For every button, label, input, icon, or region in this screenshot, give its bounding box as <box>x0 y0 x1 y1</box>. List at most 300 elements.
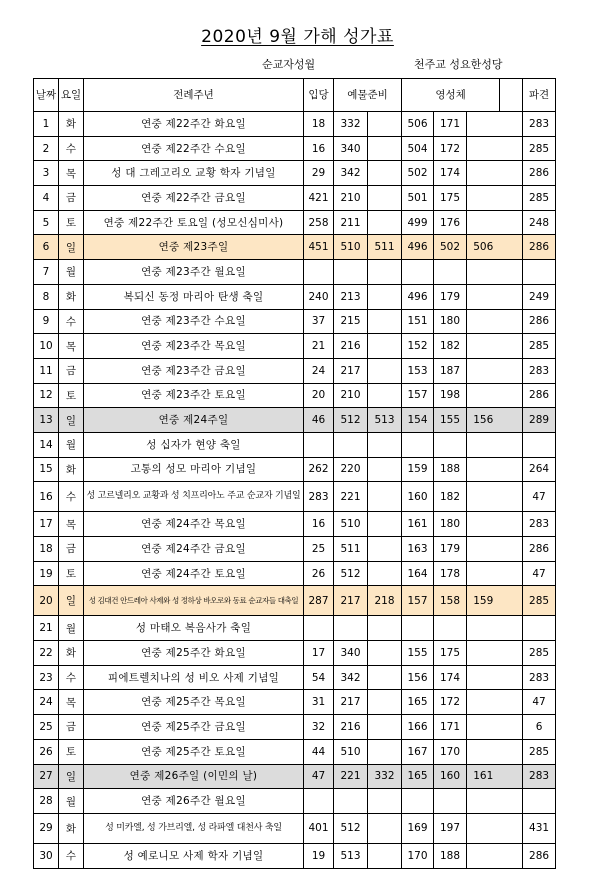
cell-communion-3 <box>467 334 500 359</box>
table-row <box>34 334 556 359</box>
cell-offertory-1: 510 <box>334 739 368 764</box>
cell-communion-3 <box>467 161 500 186</box>
cell-day: 29 <box>34 813 59 843</box>
cell-communion-1: 504 <box>402 136 434 161</box>
cell-liturgy-name: 연중 제23주일 <box>84 235 304 260</box>
cell-entrance: 21 <box>304 334 334 359</box>
cell-communion-3 <box>467 358 500 383</box>
cell-spacer <box>500 408 523 433</box>
table-row <box>34 813 556 843</box>
cell-communion-3 <box>467 210 500 235</box>
cell-communion-1: 166 <box>402 715 434 740</box>
cell-communion-3 <box>467 665 500 690</box>
cell-liturgy-name: 연중 제22주간 금요일 <box>84 186 304 211</box>
cell-communion-3: 156 <box>467 408 500 433</box>
cell-communion-1: 160 <box>402 482 434 512</box>
cell-offertory-1: 512 <box>334 561 368 586</box>
cell-communion-2: 179 <box>434 284 467 309</box>
cell-liturgy-name: 연중 제23주간 토요일 <box>84 383 304 408</box>
cell-communion-1: 499 <box>402 210 434 235</box>
cell-spacer <box>500 334 523 359</box>
cell-day: 13 <box>34 408 59 433</box>
cell-weekday: 금 <box>59 186 84 211</box>
subtitle-parish: 천주교 성요한성당 <box>414 58 503 71</box>
cell-spacer <box>500 537 523 562</box>
cell-communion-1: 154 <box>402 408 434 433</box>
cell-offertory-2 <box>368 813 402 843</box>
cell-communion-3 <box>467 309 500 334</box>
cell-offertory-1: 340 <box>334 136 368 161</box>
cell-weekday: 화 <box>59 284 84 309</box>
cell-offertory-1: 216 <box>334 334 368 359</box>
cell-entrance: 451 <box>304 235 334 260</box>
cell-communion-2: 176 <box>434 210 467 235</box>
cell-liturgy-name: 연중 제23주간 수요일 <box>84 309 304 334</box>
cell-liturgy-name: 고통의 성모 마리아 기념일 <box>84 457 304 482</box>
cell-communion-3 <box>467 383 500 408</box>
cell-entrance: 54 <box>304 665 334 690</box>
cell-offertory-1: 217 <box>334 358 368 383</box>
cell-weekday: 수 <box>59 843 84 868</box>
hymn-schedule-table <box>33 78 556 869</box>
cell-offertory-2 <box>368 616 402 641</box>
cell-communion-3 <box>467 715 500 740</box>
cell-communion-3 <box>467 561 500 586</box>
table-row <box>34 383 556 408</box>
table-row <box>34 715 556 740</box>
table-row <box>34 186 556 211</box>
cell-weekday: 수 <box>59 482 84 512</box>
cell-day: 17 <box>34 512 59 537</box>
table-row <box>34 561 556 586</box>
cell-communion-2: 171 <box>434 112 467 137</box>
cell-communion-3 <box>467 690 500 715</box>
cell-dismissal <box>523 789 556 814</box>
cell-spacer <box>500 690 523 715</box>
cell-entrance: 17 <box>304 641 334 666</box>
cell-weekday: 토 <box>59 561 84 586</box>
cell-entrance: 24 <box>304 358 334 383</box>
cell-dismissal <box>523 432 556 457</box>
cell-spacer <box>500 112 523 137</box>
cell-spacer <box>500 665 523 690</box>
cell-offertory-2 <box>368 260 402 285</box>
table-row <box>34 457 556 482</box>
cell-weekday: 월 <box>59 616 84 641</box>
cell-communion-3 <box>467 432 500 457</box>
table-body <box>34 112 556 869</box>
cell-offertory-1: 221 <box>334 482 368 512</box>
cell-dismissal: 249 <box>523 284 556 309</box>
cell-spacer <box>500 186 523 211</box>
cell-offertory-1 <box>334 789 368 814</box>
cell-offertory-1: 510 <box>334 512 368 537</box>
cell-weekday: 목 <box>59 512 84 537</box>
cell-offertory-2 <box>368 309 402 334</box>
cell-liturgy-name: 성 십자가 현양 축일 <box>84 432 304 457</box>
cell-communion-3 <box>467 739 500 764</box>
cell-dismissal: 6 <box>523 715 556 740</box>
cell-weekday: 월 <box>59 789 84 814</box>
cell-communion-1: 159 <box>402 457 434 482</box>
cell-dismissal: 286 <box>523 161 556 186</box>
cell-communion-1: 152 <box>402 334 434 359</box>
cell-communion-2: 180 <box>434 309 467 334</box>
cell-offertory-2 <box>368 112 402 137</box>
cell-communion-2: 155 <box>434 408 467 433</box>
cell-communion-1: 156 <box>402 665 434 690</box>
cell-liturgy-name: 연중 제25주간 토요일 <box>84 739 304 764</box>
cell-communion-2: 197 <box>434 813 467 843</box>
cell-liturgy-name: 연중 제26주일 (이민의 날) <box>84 764 304 789</box>
table-row <box>34 309 556 334</box>
cell-dismissal: 285 <box>523 586 556 616</box>
cell-offertory-2: 218 <box>368 586 402 616</box>
header-dismissal: 파견 <box>523 79 556 112</box>
header-entrance: 입당 <box>304 79 334 112</box>
cell-offertory-1: 513 <box>334 843 368 868</box>
cell-weekday: 월 <box>59 432 84 457</box>
cell-communion-3 <box>467 136 500 161</box>
table-row <box>34 482 556 512</box>
cell-offertory-2 <box>368 210 402 235</box>
cell-liturgy-name: 연중 제25주간 금요일 <box>84 715 304 740</box>
cell-offertory-1 <box>334 260 368 285</box>
cell-offertory-1: 342 <box>334 161 368 186</box>
cell-liturgy-name: 연중 제23주간 금요일 <box>84 358 304 383</box>
cell-communion-3: 506 <box>467 235 500 260</box>
cell-entrance: 20 <box>304 383 334 408</box>
cell-communion-1: 157 <box>402 586 434 616</box>
cell-weekday: 일 <box>59 408 84 433</box>
cell-offertory-1: 215 <box>334 309 368 334</box>
cell-dismissal: 286 <box>523 309 556 334</box>
cell-spacer <box>500 383 523 408</box>
cell-communion-3 <box>467 537 500 562</box>
cell-day: 1 <box>34 112 59 137</box>
table-row <box>34 136 556 161</box>
cell-offertory-2 <box>368 186 402 211</box>
header-communion: 영성체 <box>402 79 500 112</box>
cell-weekday: 화 <box>59 457 84 482</box>
table-row <box>34 235 556 260</box>
cell-weekday: 일 <box>59 235 84 260</box>
cell-entrance: 26 <box>304 561 334 586</box>
cell-communion-3 <box>467 813 500 843</box>
header-offertory: 예물준비 <box>334 79 402 112</box>
cell-spacer <box>500 764 523 789</box>
cell-weekday: 수 <box>59 665 84 690</box>
cell-liturgy-name: 연중 제22주간 토요일 (성모신심미사) <box>84 210 304 235</box>
table-row <box>34 161 556 186</box>
subtitle-month-theme: 순교자성월 <box>262 58 316 71</box>
cell-offertory-2 <box>368 284 402 309</box>
cell-entrance <box>304 260 334 285</box>
cell-offertory-2 <box>368 512 402 537</box>
cell-offertory-2 <box>368 537 402 562</box>
cell-liturgy-name: 복되신 동정 마리아 탄생 축일 <box>84 284 304 309</box>
cell-communion-2: 175 <box>434 641 467 666</box>
cell-dismissal: 47 <box>523 482 556 512</box>
cell-day: 19 <box>34 561 59 586</box>
cell-communion-2 <box>434 789 467 814</box>
cell-weekday: 화 <box>59 641 84 666</box>
cell-liturgy-name: 연중 제22주간 수요일 <box>84 136 304 161</box>
cell-spacer <box>500 309 523 334</box>
cell-communion-1: 153 <box>402 358 434 383</box>
cell-day: 21 <box>34 616 59 641</box>
cell-entrance: 401 <box>304 813 334 843</box>
table-row <box>34 843 556 868</box>
cell-spacer <box>500 641 523 666</box>
cell-liturgy-name: 성 미카엘, 성 가브리엘, 성 라파엘 대천사 축일 <box>84 813 304 843</box>
cell-communion-1: 167 <box>402 739 434 764</box>
table-header-row <box>34 79 556 112</box>
cell-communion-3 <box>467 641 500 666</box>
cell-communion-2: 172 <box>434 136 467 161</box>
cell-offertory-2: 332 <box>368 764 402 789</box>
cell-communion-2: 180 <box>434 512 467 537</box>
cell-liturgy-name: 연중 제24주간 토요일 <box>84 561 304 586</box>
cell-offertory-2 <box>368 665 402 690</box>
cell-spacer <box>500 235 523 260</box>
cell-communion-1 <box>402 260 434 285</box>
cell-spacer <box>500 561 523 586</box>
cell-day: 16 <box>34 482 59 512</box>
cell-communion-1 <box>402 789 434 814</box>
cell-dismissal: 286 <box>523 383 556 408</box>
cell-offertory-1: 221 <box>334 764 368 789</box>
table-row <box>34 537 556 562</box>
cell-communion-1: 151 <box>402 309 434 334</box>
cell-communion-2: 187 <box>434 358 467 383</box>
cell-spacer <box>500 161 523 186</box>
cell-entrance: 258 <box>304 210 334 235</box>
cell-day: 23 <box>34 665 59 690</box>
cell-weekday: 금 <box>59 715 84 740</box>
cell-communion-1: 502 <box>402 161 434 186</box>
cell-day: 18 <box>34 537 59 562</box>
header-spacer <box>500 79 523 112</box>
cell-offertory-2 <box>368 358 402 383</box>
cell-dismissal: 285 <box>523 334 556 359</box>
cell-dismissal: 47 <box>523 690 556 715</box>
cell-liturgy-name: 연중 제23주간 목요일 <box>84 334 304 359</box>
cell-spacer <box>500 715 523 740</box>
cell-offertory-2 <box>368 161 402 186</box>
cell-day: 5 <box>34 210 59 235</box>
cell-offertory-1: 213 <box>334 284 368 309</box>
cell-entrance: 262 <box>304 457 334 482</box>
cell-dismissal: 285 <box>523 641 556 666</box>
cell-dismissal: 283 <box>523 665 556 690</box>
cell-liturgy-name: 연중 제24주간 목요일 <box>84 512 304 537</box>
cell-communion-2 <box>434 260 467 285</box>
cell-offertory-1: 332 <box>334 112 368 137</box>
cell-communion-2 <box>434 616 467 641</box>
cell-spacer <box>500 457 523 482</box>
cell-dismissal: 283 <box>523 112 556 137</box>
cell-communion-3 <box>467 186 500 211</box>
cell-spacer <box>500 358 523 383</box>
cell-entrance: 421 <box>304 186 334 211</box>
cell-day: 10 <box>34 334 59 359</box>
document-title: 2020년 9월 가해 성가표 <box>201 27 394 47</box>
cell-spacer <box>500 586 523 616</box>
cell-communion-1: 496 <box>402 235 434 260</box>
cell-entrance: 19 <box>304 843 334 868</box>
cell-entrance <box>304 432 334 457</box>
cell-offertory-1: 220 <box>334 457 368 482</box>
cell-dismissal <box>523 260 556 285</box>
table-row <box>34 616 556 641</box>
cell-entrance <box>304 616 334 641</box>
cell-weekday: 목 <box>59 334 84 359</box>
cell-communion-2: 178 <box>434 561 467 586</box>
cell-communion-2: 174 <box>434 665 467 690</box>
table-row <box>34 260 556 285</box>
cell-communion-2: 170 <box>434 739 467 764</box>
cell-offertory-2 <box>368 561 402 586</box>
cell-offertory-1: 512 <box>334 408 368 433</box>
cell-offertory-2: 513 <box>368 408 402 433</box>
cell-communion-1: 169 <box>402 813 434 843</box>
cell-day: 8 <box>34 284 59 309</box>
cell-day: 4 <box>34 186 59 211</box>
cell-day: 3 <box>34 161 59 186</box>
cell-liturgy-name: 연중 제24주간 금요일 <box>84 537 304 562</box>
cell-weekday: 일 <box>59 764 84 789</box>
cell-spacer <box>500 739 523 764</box>
cell-communion-1: 155 <box>402 641 434 666</box>
cell-offertory-1 <box>334 616 368 641</box>
cell-communion-1 <box>402 432 434 457</box>
cell-day: 2 <box>34 136 59 161</box>
cell-liturgy-name: 성 마태오 복음사가 축일 <box>84 616 304 641</box>
cell-offertory-2 <box>368 334 402 359</box>
cell-spacer <box>500 210 523 235</box>
cell-liturgy-name: 연중 제25주간 목요일 <box>84 690 304 715</box>
cell-offertory-2 <box>368 789 402 814</box>
cell-offertory-2 <box>368 482 402 512</box>
cell-entrance: 31 <box>304 690 334 715</box>
cell-dismissal: 286 <box>523 843 556 868</box>
cell-communion-1: 157 <box>402 383 434 408</box>
cell-offertory-1 <box>334 432 368 457</box>
cell-communion-3: 161 <box>467 764 500 789</box>
cell-communion-3 <box>467 789 500 814</box>
cell-offertory-1: 340 <box>334 641 368 666</box>
cell-communion-1: 496 <box>402 284 434 309</box>
cell-dismissal: 286 <box>523 537 556 562</box>
table-row <box>34 764 556 789</box>
cell-offertory-2 <box>368 641 402 666</box>
cell-spacer <box>500 512 523 537</box>
cell-weekday: 목 <box>59 161 84 186</box>
cell-offertory-1: 342 <box>334 665 368 690</box>
cell-day: 25 <box>34 715 59 740</box>
cell-entrance: 29 <box>304 161 334 186</box>
cell-communion-1: 506 <box>402 112 434 137</box>
table-row <box>34 641 556 666</box>
header-day: 날짜 <box>34 79 59 112</box>
cell-day: 30 <box>34 843 59 868</box>
cell-communion-2: 182 <box>434 334 467 359</box>
cell-offertory-1: 511 <box>334 537 368 562</box>
cell-dismissal <box>523 616 556 641</box>
cell-day: 24 <box>34 690 59 715</box>
cell-offertory-2 <box>368 432 402 457</box>
cell-communion-3 <box>467 112 500 137</box>
cell-weekday: 일 <box>59 586 84 616</box>
cell-communion-2: 179 <box>434 537 467 562</box>
cell-offertory-1: 210 <box>334 383 368 408</box>
cell-communion-3 <box>467 457 500 482</box>
cell-spacer <box>500 482 523 512</box>
cell-communion-1: 164 <box>402 561 434 586</box>
cell-communion-2: 160 <box>434 764 467 789</box>
header-liturgy: 전례주년 <box>84 79 304 112</box>
cell-offertory-1: 217 <box>334 690 368 715</box>
cell-weekday: 수 <box>59 309 84 334</box>
cell-communion-3 <box>467 482 500 512</box>
cell-liturgy-name: 연중 제23주간 월요일 <box>84 260 304 285</box>
table-row <box>34 112 556 137</box>
cell-dismissal: 283 <box>523 512 556 537</box>
cell-liturgy-name: 연중 제26주간 월요일 <box>84 789 304 814</box>
cell-offertory-1: 512 <box>334 813 368 843</box>
cell-offertory-1: 217 <box>334 586 368 616</box>
cell-entrance: 25 <box>304 537 334 562</box>
cell-offertory-2: 511 <box>368 235 402 260</box>
cell-entrance: 44 <box>304 739 334 764</box>
cell-communion-2: 198 <box>434 383 467 408</box>
cell-day: 20 <box>34 586 59 616</box>
cell-communion-3: 159 <box>467 586 500 616</box>
cell-communion-2: 158 <box>434 586 467 616</box>
cell-communion-1: 163 <box>402 537 434 562</box>
table-row <box>34 586 556 616</box>
cell-spacer <box>500 136 523 161</box>
cell-entrance: 240 <box>304 284 334 309</box>
cell-liturgy-name: 연중 제25주간 화요일 <box>84 641 304 666</box>
cell-dismissal: 431 <box>523 813 556 843</box>
cell-day: 15 <box>34 457 59 482</box>
cell-dismissal: 285 <box>523 186 556 211</box>
cell-dismissal: 289 <box>523 408 556 433</box>
cell-day: 26 <box>34 739 59 764</box>
cell-communion-3 <box>467 260 500 285</box>
cell-communion-2: 182 <box>434 482 467 512</box>
table-row <box>34 358 556 383</box>
cell-offertory-2 <box>368 690 402 715</box>
cell-weekday: 금 <box>59 358 84 383</box>
cell-communion-2: 172 <box>434 690 467 715</box>
cell-spacer <box>500 616 523 641</box>
cell-entrance: 287 <box>304 586 334 616</box>
cell-day: 22 <box>34 641 59 666</box>
cell-weekday: 화 <box>59 813 84 843</box>
cell-communion-3 <box>467 616 500 641</box>
cell-dismissal: 286 <box>523 235 556 260</box>
cell-day: 11 <box>34 358 59 383</box>
cell-dismissal: 264 <box>523 457 556 482</box>
cell-weekday: 토 <box>59 210 84 235</box>
cell-dismissal: 283 <box>523 358 556 383</box>
cell-communion-1: 170 <box>402 843 434 868</box>
cell-communion-1 <box>402 616 434 641</box>
cell-weekday: 화 <box>59 112 84 137</box>
